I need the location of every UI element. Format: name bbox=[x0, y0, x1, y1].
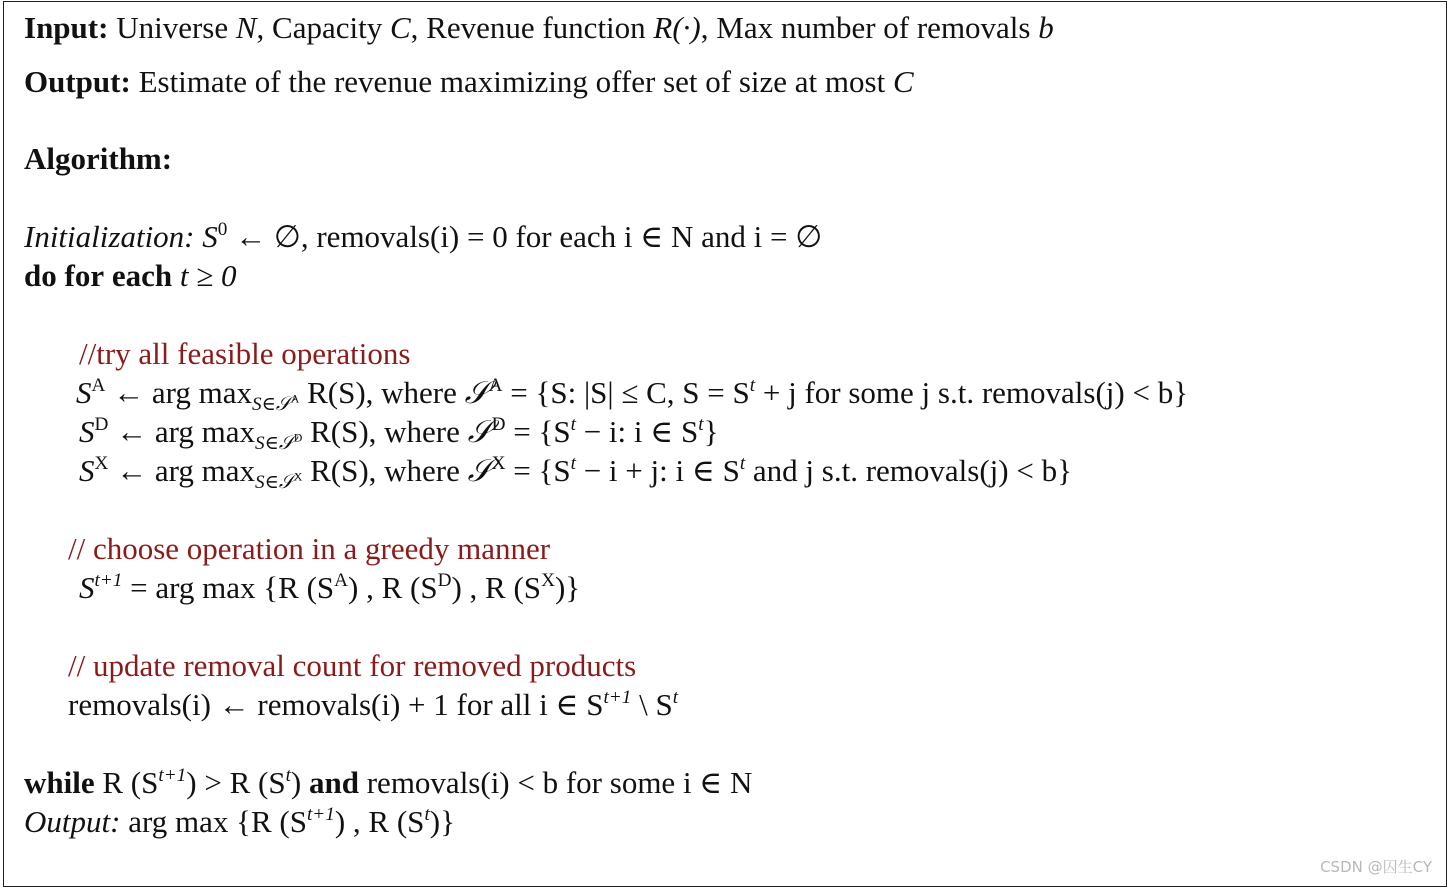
each-keyword: each bbox=[111, 258, 173, 293]
del-lhs-sup: D bbox=[94, 414, 109, 436]
output-label: Output: bbox=[24, 64, 131, 99]
init-label: Initialization: bbox=[24, 219, 195, 254]
choose-a: = arg max {R (S bbox=[122, 570, 335, 605]
add-set: 𝒮 bbox=[464, 375, 489, 411]
update-b: \ S bbox=[631, 687, 673, 722]
add-sub: S∈𝒮 bbox=[252, 393, 291, 415]
swap-mid: R(S), where bbox=[302, 453, 468, 488]
while-keyword: while bbox=[24, 765, 95, 800]
init-S: S bbox=[202, 219, 218, 254]
del-rhs-sup: t bbox=[570, 414, 576, 436]
input-b: b bbox=[1038, 10, 1054, 45]
del-sub: S∈𝒮 bbox=[255, 432, 294, 454]
choose-lhs-sup: t+1 bbox=[94, 570, 123, 592]
output-text: Estimate of the revenue maximizing offer set of size at most bbox=[138, 64, 886, 99]
choose-c-sup: X bbox=[541, 570, 555, 592]
while-a-sup: t+1 bbox=[158, 765, 187, 787]
init-rest: ← ∅, removals(i) = 0 for each i ∈ N and i = ∅ bbox=[227, 219, 823, 254]
input-R: R(·) bbox=[653, 10, 701, 45]
comment-try-operations: //try all feasible operations bbox=[79, 336, 411, 371]
del-rhs3: } bbox=[703, 414, 719, 449]
and-keyword: and bbox=[309, 765, 359, 800]
input-text-revenue: , Revenue function bbox=[410, 10, 646, 45]
del-mid: R(S), where bbox=[302, 414, 468, 449]
while-b-sup: t bbox=[285, 765, 291, 787]
swap-rhs: = {S bbox=[505, 453, 571, 488]
input-line bbox=[24, 10, 1054, 46]
while-a: R (S bbox=[94, 765, 159, 800]
add-set-sup: A bbox=[488, 375, 503, 397]
choose-d: )} bbox=[554, 570, 581, 605]
del-rhs2: − i: i ∈ S bbox=[575, 414, 699, 449]
input-text-universe: Universe bbox=[116, 10, 229, 45]
do-line bbox=[24, 258, 237, 294]
init-S-sup: 0 bbox=[217, 219, 228, 241]
swap-rhs3: and j s.t. removals(j) < b} bbox=[745, 453, 1072, 488]
final-a-sup: t+1 bbox=[306, 804, 335, 826]
add-sub-sup: A bbox=[290, 391, 300, 406]
del-set: 𝒮 bbox=[467, 414, 492, 450]
input-C: C bbox=[389, 10, 411, 45]
del-sub-sup: D bbox=[293, 430, 303, 445]
swap-rhs2: − i + j: i ∈ S bbox=[575, 453, 740, 488]
final-a: arg max {R (S bbox=[120, 804, 307, 839]
algorithm-box bbox=[3, 1, 1447, 887]
del-lhs: S bbox=[79, 414, 95, 449]
for-keyword: for bbox=[64, 258, 105, 293]
swap-sub: S∈𝒮 bbox=[255, 471, 294, 493]
swap-argmax: ← arg max bbox=[108, 453, 256, 488]
choose-c: ) , R (S bbox=[451, 570, 542, 605]
add-operation-line bbox=[76, 375, 1189, 415]
final-b-sup: t bbox=[424, 804, 430, 826]
watermark: CSDN @囚生CY bbox=[1320, 858, 1432, 876]
swap-sub-sup: X bbox=[293, 469, 303, 484]
choose-line bbox=[79, 570, 580, 606]
update-b-sup: t bbox=[672, 687, 679, 709]
swap-rhs2-sup: t bbox=[739, 453, 746, 475]
add-lhs-sup: A bbox=[91, 375, 106, 397]
update-a-sup: t+1 bbox=[603, 687, 632, 709]
input-text-capacity: , Capacity bbox=[256, 10, 383, 45]
output-line bbox=[24, 64, 914, 100]
del-set-sup: D bbox=[491, 414, 506, 436]
input-label: Input: bbox=[24, 10, 109, 45]
swap-lhs: S bbox=[79, 453, 95, 488]
add-mid: R(S), where bbox=[299, 375, 465, 410]
final-output-line bbox=[24, 804, 455, 840]
swap-set: 𝒮 bbox=[467, 453, 492, 489]
choose-b-sup: D bbox=[437, 570, 452, 592]
update-a: removals(i) ← removals(i) + 1 for all i ∈ S bbox=[68, 687, 604, 722]
do-condition: t ≥ 0 bbox=[179, 258, 237, 293]
final-b: ) , R (S bbox=[334, 804, 425, 839]
while-c: ) bbox=[290, 765, 309, 800]
add-rhs: = {S: |S| ≤ C, S = S bbox=[502, 375, 750, 410]
del-rhs: = {S bbox=[505, 414, 571, 449]
add-lhs: S bbox=[76, 375, 92, 410]
algorithm-label: Algorithm: bbox=[24, 141, 173, 176]
delete-operation-line bbox=[79, 414, 719, 454]
do-keyword: do bbox=[24, 258, 57, 293]
swap-rhs-sup: t bbox=[570, 453, 576, 475]
final-c: )} bbox=[429, 804, 455, 839]
swap-lhs-sup: X bbox=[94, 453, 109, 475]
comment-choose-operation: // choose operation in a greedy manner bbox=[68, 531, 551, 566]
while-line bbox=[24, 765, 752, 801]
del-argmax: ← arg max bbox=[108, 414, 256, 449]
add-rhs2: + j for some j s.t. removals(j) < b} bbox=[755, 375, 1189, 410]
add-rhs-sup: t bbox=[749, 375, 756, 397]
choose-a-sup: A bbox=[334, 570, 349, 592]
while-b: ) > R (S bbox=[186, 765, 286, 800]
swap-set-sup: X bbox=[491, 453, 506, 475]
del-rhs2-sup: t bbox=[698, 414, 704, 436]
choose-b: ) , R (S bbox=[348, 570, 438, 605]
input-N: N bbox=[235, 10, 257, 45]
output-C: C bbox=[892, 64, 914, 99]
comment-update-removals: // update removal count for removed products bbox=[68, 648, 637, 683]
add-argmax: ← arg max bbox=[105, 375, 253, 410]
while-d: removals(i) < b for some i ∈ N bbox=[358, 765, 753, 800]
input-text-removals: , Max number of removals bbox=[700, 10, 1031, 45]
swap-operation-line bbox=[79, 453, 1072, 493]
choose-lhs: S bbox=[79, 570, 95, 605]
final-output-label: Output: bbox=[24, 804, 121, 839]
update-line bbox=[68, 687, 678, 723]
init-line bbox=[24, 219, 822, 255]
